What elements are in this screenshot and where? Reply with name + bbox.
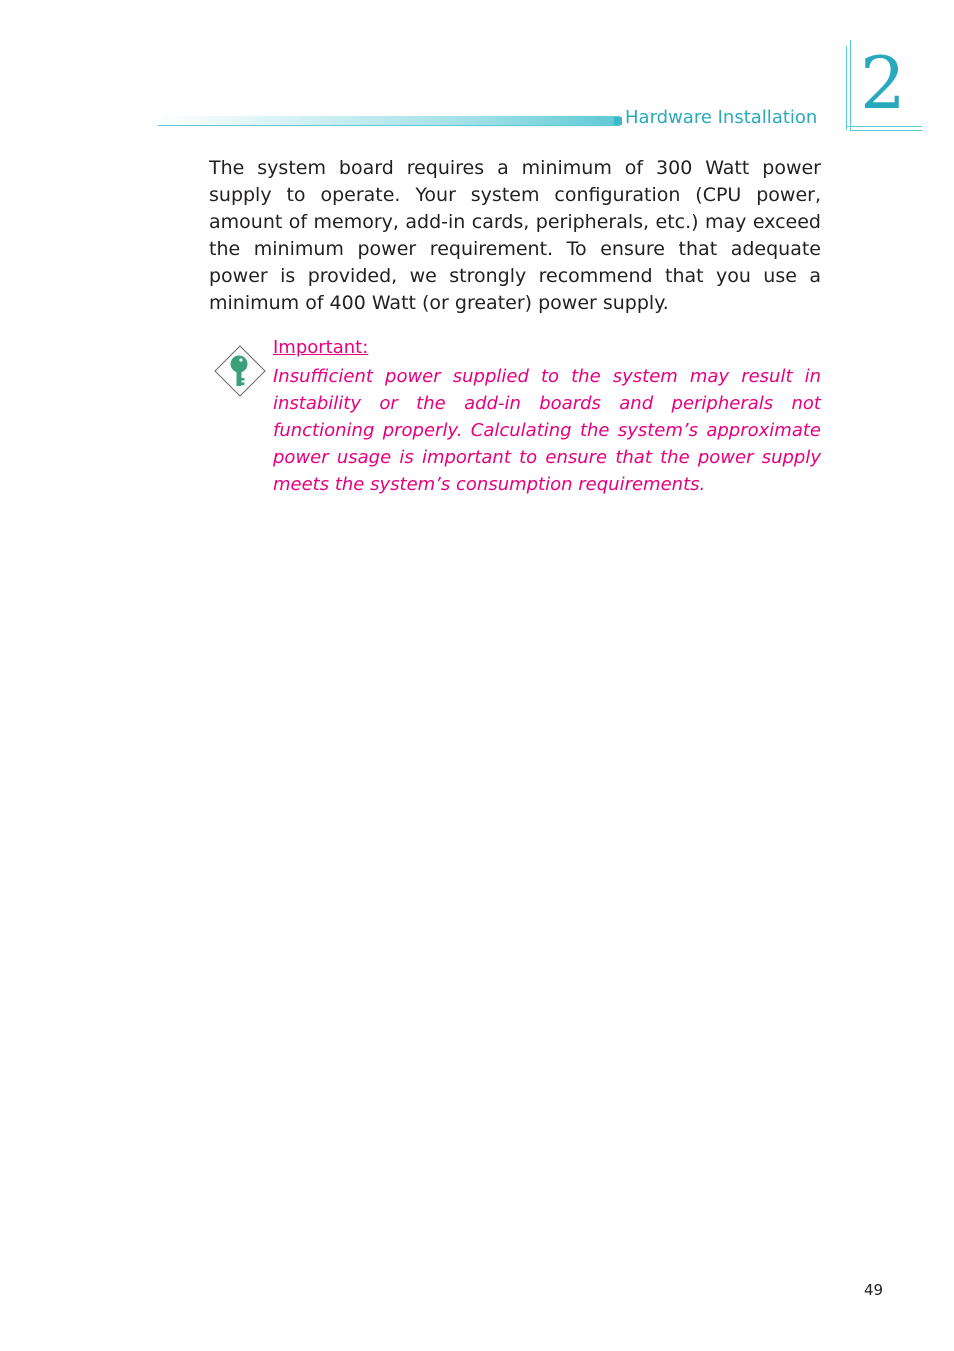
key-icon (213, 344, 267, 398)
chapter-tab-border (850, 40, 851, 130)
important-note-text: Insufficient power supplied to the system may result in instability or the add-in boards and peripherals not functioning properly. Calculating the system’s approximate power usage is important to ensure that the power supply meets the system’s consumption requirements. (273, 366, 821, 495)
chapter-tab-border (846, 46, 847, 130)
page-number: 49 (864, 1281, 884, 1299)
body-paragraph: The system board requires a minimum of 300 Watt power supply to operate. Your system configuration (CPU power, amount of memory, add-in cards, peripherals, etc.) may exceed the minimum power requirement. To ensure that adequate power is provided, we strongly recommend that you use a minimum of 400 Watt (or greater) power supply. (209, 157, 821, 314)
important-label: Important: (273, 337, 369, 358)
chapter-tab-border (850, 130, 922, 131)
chapter-number: 2 (860, 41, 906, 125)
header-rule (158, 125, 620, 126)
header-square-marker (614, 117, 622, 125)
chapter-tab (846, 40, 922, 130)
section-title: Hardware Installation (625, 107, 818, 128)
chapter-tab-border (846, 126, 922, 127)
